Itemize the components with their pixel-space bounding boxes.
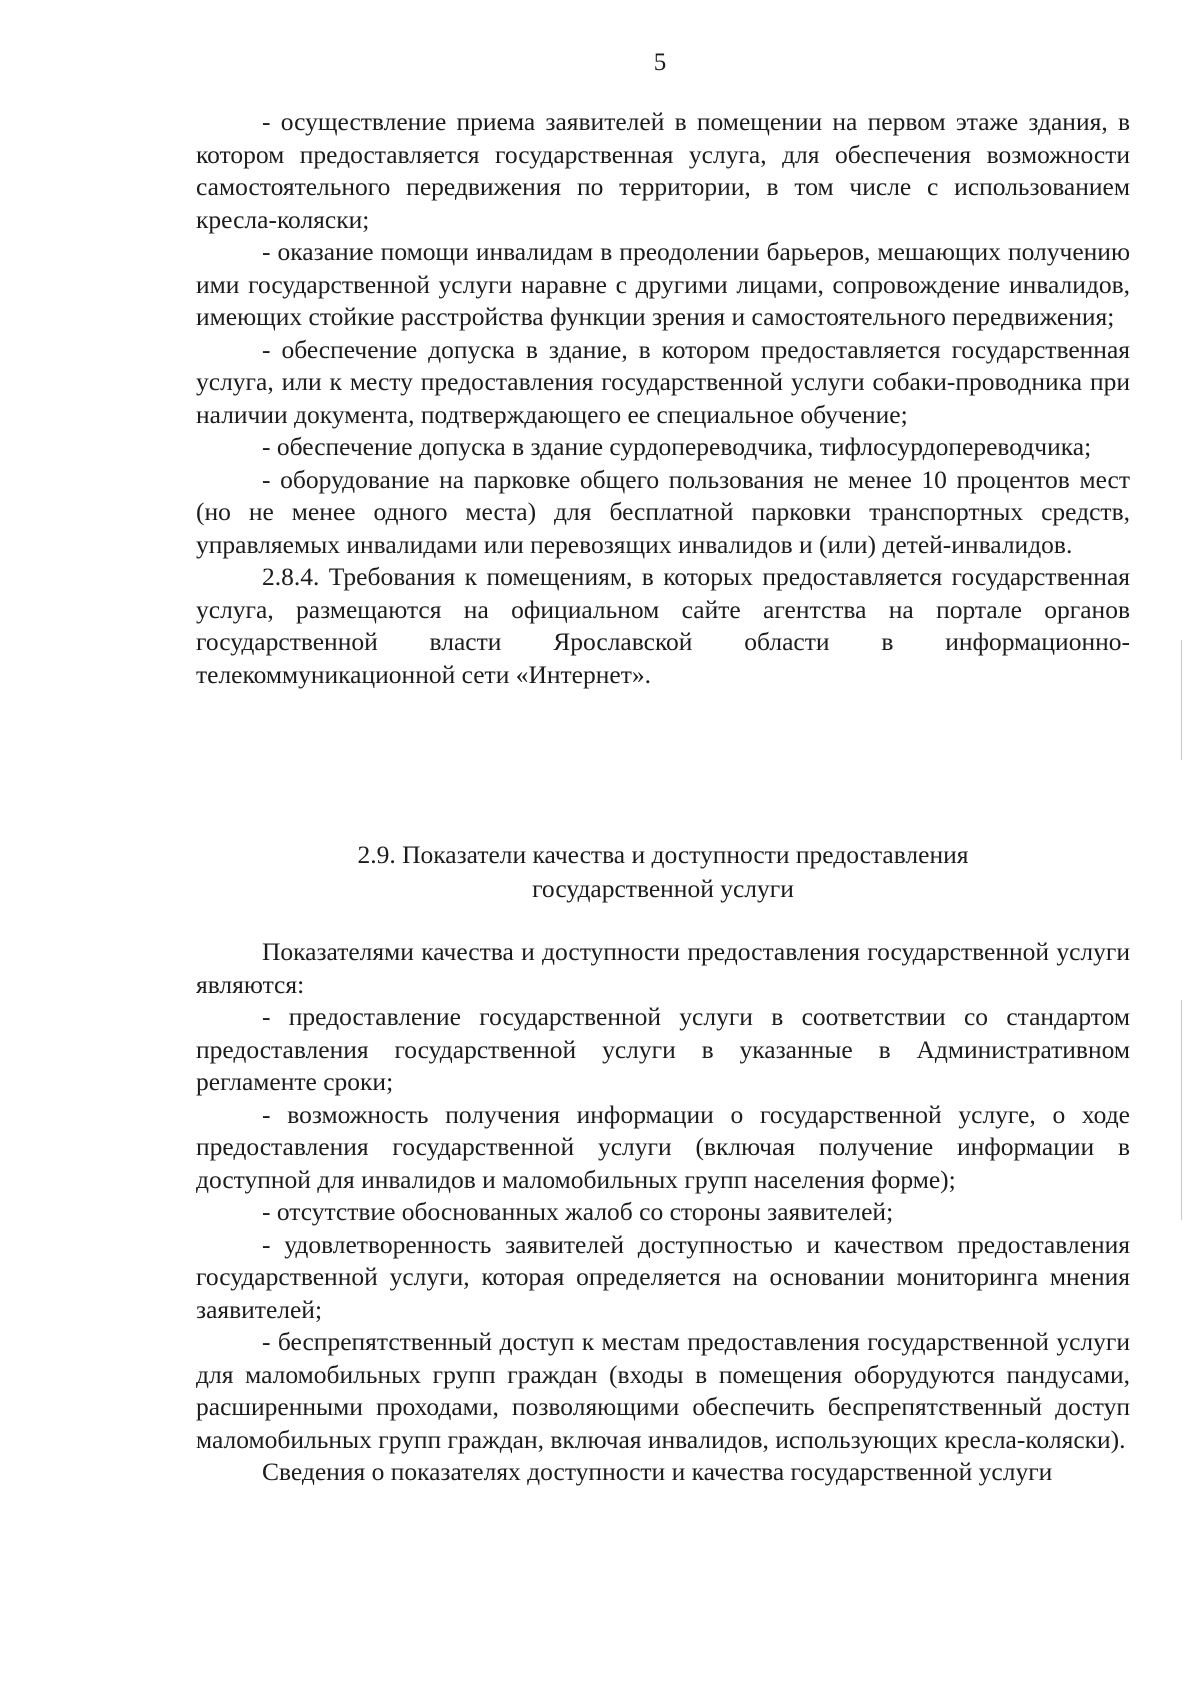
section-heading-line: 2.9. Показатели качества и доступности предоставления [357,840,969,869]
paragraph: - предоставление государственной услуги в соответствии со стандартом предоставления государственной услуги в указанные в Административном регламенте сроки; [196,1002,1130,1096]
paragraph: - обеспечение допуска в здание, в котором предоставляется государственная услуга, или к месту предоставления государственной услуги собаки-проводника при наличии документа, подтверждающего ее специальное обучение; [196,334,1130,429]
paragraph: - обеспечение допуска в здание сурдопереводчика, тифлосурдопереводчика; [262,432,1092,461]
paragraph: Сведения о показателях доступности и качества государственной услуги [262,1457,1053,1486]
body-text-bottom [196,936,1130,1489]
paragraph: 2.8.4. Требования к помещениям, в которых предоставляется государственная услуга, размещаются на официальном сайте агентства на портале органов государственной власти Ярославской области в информационно-телекоммуникационной сети «Интернет». [196,562,1130,689]
paragraph: - оборудование на парковке общего пользования не менее 10 процентов мест (но не менее одного места) для бесплатной парковки транспортных средств, управляемых инвалидами или перевозящих инвалидов и (или) детей-инвалидов. [196,464,1130,559]
paragraph: - беспрепятственный доступ к местам предоставления государственной услуги для маломобильных групп граждан (входы в помещения оборудуются пандусами, расширенными проходами, позволяющими обеспечить беспрепятственный доступ маломобильных групп граждан, включая инвалидов, использующих кресла-коляски). [196,1327,1130,1454]
paragraph: - отсутствие обоснованных жалоб со стороны заявителей; [262,1197,894,1226]
paragraph: - осуществление приема заявителей в помещении на первом этаже здания, в котором предоставляется государственная услуга, для обеспечения возможности самостоятельного передвижения по территории, в том числе с использованием кресла-коляски; [196,107,1130,234]
body-text-top [196,106,1130,691]
paragraph: - оказание помощи инвалидам в преодолении барьеров, мешающих получению ими государственной услуги наравне с другими лицами, сопровождение инвалидов, имеющих стойкие расстройства функции зрения и самостоятельного передвижения; [196,237,1130,331]
page-number: 5 [653,49,667,76]
paragraph: - удовлетворенность заявителей доступностью и качеством предоставления государственной услуги, которая определяется на основании мониторинга мнения заявителей; [196,1229,1130,1324]
paragraph: Показателями качества и доступности предоставления государственной услуги являются: [196,937,1130,999]
section-heading [196,838,1130,906]
scan-edge-mark [1181,640,1182,760]
scan-edge-mark [1181,1000,1182,1220]
section-heading-line: государственной услуги [532,874,794,903]
paragraph: - возможность получения информации о государственной услуге, о ходе предоставления государственной услуги (включая получение информации в доступной для инвалидов и маломобильных групп населения форме); [196,1099,1130,1194]
